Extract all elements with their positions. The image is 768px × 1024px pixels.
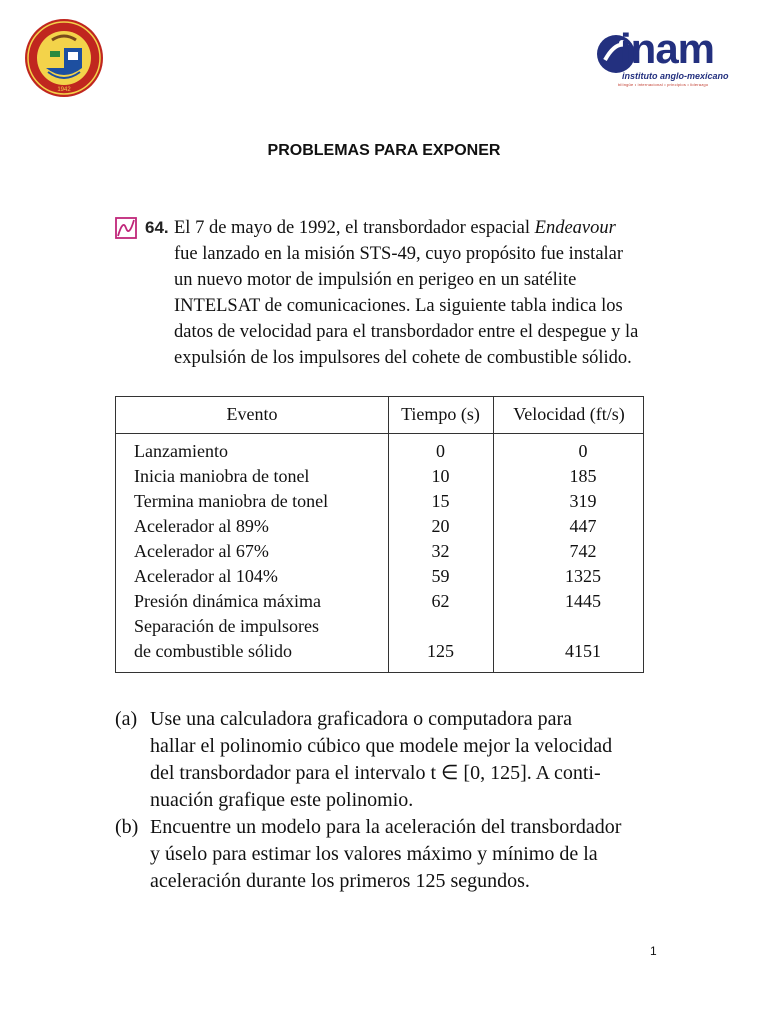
data-table xyxy=(115,396,644,673)
inam-wordmark: inam xyxy=(620,25,715,72)
table-cell-event: Lanzamiento xyxy=(134,441,228,461)
table-cell-time: 15 xyxy=(431,491,450,511)
table-cell-velocity: 4151 xyxy=(565,641,601,661)
question-line: aceleración durante los primeros 125 segundos. xyxy=(150,870,530,892)
question-line: nuación grafique este polinomio. xyxy=(150,789,414,811)
seal-year: 1942 xyxy=(57,87,71,93)
table-cell-event: Presión dinámica máxima xyxy=(134,591,321,611)
table-header-velocity: Velocidad (ft/s) xyxy=(513,404,625,424)
table-cell-velocity: 447 xyxy=(569,516,597,536)
problem-line: un nuevo motor de impulsión en perigeo en un satélite xyxy=(174,270,577,290)
inam-subtitle: instituto anglo-mexicano xyxy=(622,71,729,81)
table-cell-time: 32 xyxy=(431,541,450,561)
page-number: 1 xyxy=(650,944,657,958)
table-cell-velocity: 1445 xyxy=(565,591,601,611)
table-cell-time: 20 xyxy=(431,516,450,536)
question-label: (a) xyxy=(115,708,138,730)
table-cell-event: Acelerador al 89% xyxy=(134,516,269,536)
table-cell-velocity: 185 xyxy=(569,466,597,486)
question-line: y úselo para estimar los valores máximo y mínimo de la xyxy=(150,843,598,865)
table-cell-velocity: 1325 xyxy=(565,566,601,586)
page-title: PROBLEMAS PARA EXPONER xyxy=(267,142,501,159)
table-header-event: Evento xyxy=(226,404,278,424)
question-label: (b) xyxy=(115,816,139,838)
question-line: (b) Encuentre un modelo para la aceleración del transbordador xyxy=(115,814,675,841)
table-cell-event: Separación de impulsores xyxy=(134,616,319,636)
table-cell-event: Acelerador al 104% xyxy=(134,566,278,586)
problem-line: El 7 de mayo de 1992, el transbordador espacial Endeavour xyxy=(174,218,616,238)
table-cell-time: 62 xyxy=(431,591,450,611)
table-cell-velocity: 742 xyxy=(569,541,597,561)
question-line: del transbordador para el intervalo t ∈ [0, 125]. A conti- xyxy=(150,762,601,784)
table-cell-time: 10 xyxy=(431,466,450,486)
problem-number: 64. xyxy=(145,218,169,237)
question-line: (a) Use una calculadora graficadora o computadora para xyxy=(115,706,675,733)
problem-statement xyxy=(174,215,654,371)
problem-line: expulsión de los impulsores del cohete de combustible sólido. xyxy=(174,348,632,368)
problem-line: fue lanzado en la misión STS-49, cuyo propósito fue instalar xyxy=(174,244,624,264)
inam-tagline: bilingüe • internacional • principios • liderazgo xyxy=(618,82,709,87)
table-cell-event: Acelerador al 67% xyxy=(134,541,269,561)
problem-line: INTELSAT de comunicaciones. La siguiente tabla indica los xyxy=(174,296,623,316)
graphing-calculator-icon xyxy=(115,217,137,239)
table-cell-time: 0 xyxy=(436,441,445,461)
table-cell-event: Termina maniobra de tonel xyxy=(134,491,329,511)
questions xyxy=(115,706,675,895)
table-cell-time: 59 xyxy=(431,566,450,586)
university-seal-logo xyxy=(24,18,104,98)
question-line: hallar el polinomio cúbico que modele mejor la velocidad xyxy=(150,735,613,757)
table-cell-event: de combustible sólido xyxy=(134,641,292,661)
table-cell-velocity: 319 xyxy=(569,491,597,511)
table-cell-event: Inicia maniobra de tonel xyxy=(134,466,310,486)
table-cell-velocity: 0 xyxy=(578,441,588,461)
problem-line: datos de velocidad para el transbordador entre el despegue y la xyxy=(174,322,639,342)
table-cell-time: 125 xyxy=(427,641,454,661)
table-header-time: Tiempo (s) xyxy=(401,404,480,424)
